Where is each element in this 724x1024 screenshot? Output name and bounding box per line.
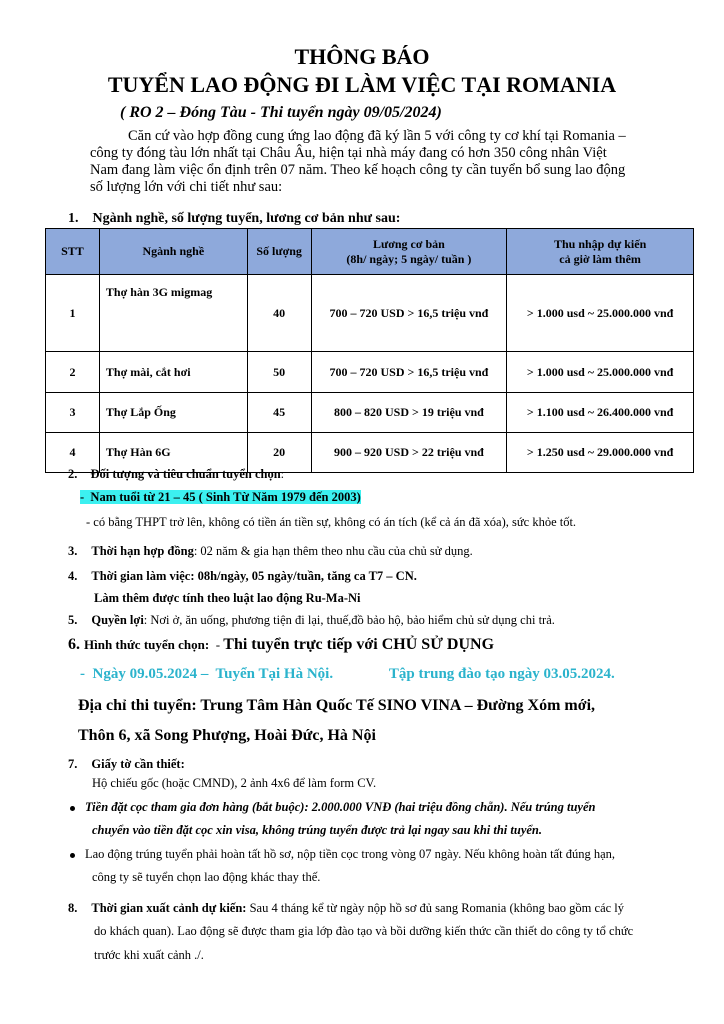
cell-stt: 1 <box>46 275 100 352</box>
intro-line: công ty đóng tàu lớn nhất tại Châu Âu, hiện tại nhà máy đang có hơn 350 công nhân Việt <box>90 145 607 161</box>
section-7-heading <box>68 757 185 772</box>
deposit-item <box>70 796 595 819</box>
section-number: 6. <box>68 636 80 653</box>
training-date: Tập trung đào tạo ngày 03.05.2024. <box>388 666 615 682</box>
cell-qty: 45 <box>247 393 311 433</box>
section-5 <box>68 613 555 628</box>
bullet-icon <box>70 853 75 858</box>
cell-salary: 700 – 720 USD > 16,5 triệu vnđ <box>311 275 507 352</box>
document-item: Hộ chiếu gốc (hoặc CMND), 2 ảnh 4x6 để làm form CV. <box>92 776 377 790</box>
header-stt: STT <box>46 229 100 275</box>
header-job: Ngành nghề <box>99 229 247 275</box>
exam-date-line <box>80 666 615 683</box>
requirement-education: - có bằng THPT trở lên, không có tiền án tiền sự, không có án tích (kể cả án đã xóa), sức khỏe tốt. <box>86 515 577 529</box>
section-1-heading: 1. Ngành nghề, số lượng tuyển, lương cơ bản như sau: <box>68 211 401 226</box>
cell-income: > 1.250 usd ~ 29.000.000 vnđ <box>507 433 694 473</box>
cell-income: > 1.000 usd ~ 25.000.000 vnđ <box>507 275 694 352</box>
cell-job: Thợ Hàn 6G <box>99 433 247 473</box>
cell-job: Thợ hàn 3G migmag <box>99 275 247 352</box>
section-4 <box>68 569 417 584</box>
cell-job: Thợ Lắp Ống <box>99 393 247 433</box>
cell-income: > 1.100 usd ~ 26.400.000 vnđ <box>507 393 694 433</box>
deposit-text-line2: chuyển vào tiền đặt cọc xin visa, không trúng tuyển được trả lại ngay sau khi thi tuyển. <box>92 823 543 837</box>
section-6 <box>68 636 494 654</box>
intro-line: số lượng lớn với chi tiết như sau: <box>90 179 283 195</box>
section-text: Sau 4 tháng kể từ ngày nộp hồ sơ đủ sang Romania (không bao gồm các lý <box>246 901 625 915</box>
completion-text-line1: Lao động trúng tuyển phải hoàn tất hồ sơ, nộp tiền cọc trong vòng 07 ngày. Nếu không hoàn tất đúng hạn, <box>85 847 616 861</box>
section-dash: - <box>209 637 224 652</box>
cell-stt: 2 <box>46 352 100 393</box>
section-8-line3: trước khi xuất cảnh ./. <box>94 948 204 962</box>
header-income-line1: Thu nhập dự kiến <box>553 236 647 251</box>
section-text: : 02 năm & gia hạn thêm theo nhu cầu của chủ sử dụng. <box>193 544 473 558</box>
highlighted-age-requirement: - Nam tuổi từ 21 – 45 ( Sinh Từ Năm 1979 đến 2003) <box>80 490 361 504</box>
cell-job: Thợ mài, cắt hơi <box>99 352 247 393</box>
cell-salary: 800 – 820 USD > 19 triệu vnđ <box>311 393 507 433</box>
document-subtitle: ( RO 2 – Đóng Tàu - Thi tuyển ngày 09/05/2024) <box>120 104 442 121</box>
table-row <box>46 275 694 352</box>
section-text: : Nơi ở, ăn uống, phương tiện đi lại, thuế,đồ bảo hộ, bảo hiểm chủ sử dụng chi trả. <box>143 613 555 627</box>
document-title: THÔNG BÁO <box>294 44 430 69</box>
cell-stt: 3 <box>46 393 100 433</box>
section-label: Quyền lợi <box>91 613 144 627</box>
cell-salary: 700 – 720 USD > 16,5 triệu vnđ <box>311 352 507 393</box>
section-3 <box>68 544 473 559</box>
section-8 <box>68 897 624 920</box>
section-number: 4. <box>68 569 78 583</box>
cell-qty: 20 <box>247 433 311 473</box>
cell-qty: 50 <box>247 352 311 393</box>
table-row <box>46 393 694 433</box>
header-salary-line2: (8h/ ngày; 5 ngày/ tuần ) <box>346 251 472 266</box>
intro-line: Nam đang làm việc ổn định trên 07 năm. Theo kế hoạch công ty cần tuyển bổ sung lao động <box>90 162 626 178</box>
document-heading: TUYỂN LAO ĐỘNG ĐI LÀM VIỆC TẠI ROMANIA <box>107 72 617 97</box>
header-income <box>507 229 694 275</box>
completion-text-line2: công ty sẽ tuyển chọn lao động khác thay thế. <box>92 870 321 884</box>
section-label: Thời hạn hợp đồng <box>91 544 194 558</box>
bullet-icon <box>70 806 75 811</box>
section-label: Thời gian xuất cảnh dự kiến: <box>91 901 247 915</box>
exam-date: - Ngày 09.05.2024 – Tuyển Tại Hà Nội. <box>80 666 334 682</box>
section-label: Hình thức tuyển chọn: <box>84 637 210 652</box>
section-number: 3. <box>68 544 78 558</box>
section-8-line2: do khách quan). Lao động sẽ được tham gia lớp đào tạo và bồi dưỡng kiến thức cần thiết do công ty tổ chức <box>94 924 634 938</box>
table-header-row <box>46 229 694 275</box>
section-number: 7. <box>68 757 78 771</box>
section-label: Thời gian làm việc: 08h/ngày, 05 ngày/tuần, tăng ca T7 – CN. <box>91 569 417 583</box>
section-number: 5. <box>68 613 78 627</box>
completion-item <box>70 843 615 866</box>
section-label: Giấy tờ cần thiết: <box>91 757 185 771</box>
cell-stt: 4 <box>46 433 100 473</box>
cell-income: > 1.000 usd ~ 25.000.000 vnđ <box>507 352 694 393</box>
exam-address-line2: Thôn 6, xã Song Phượng, Hoài Đức, Hà Nội <box>78 727 376 744</box>
cell-qty: 40 <box>247 275 311 352</box>
intro-line: Căn cứ vào hợp đồng cung ứng lao động đã ký lần 5 với công ty cơ khí tại Romania – <box>128 128 626 144</box>
section-number: 2. <box>68 467 78 481</box>
table-row <box>46 352 694 393</box>
section-colon: : <box>280 467 285 481</box>
exam-address-line1: Địa chỉ thi tuyển: Trung Tâm Hàn Quốc Tế SINO VINA – Đường Xóm mới, <box>78 697 596 714</box>
section-number: 8. <box>68 901 78 915</box>
intro-paragraph <box>90 128 660 196</box>
requirement-age <box>80 490 361 505</box>
section-label: Đối tượng và tiêu chuẩn tuyển chọn <box>90 467 281 481</box>
header-qty: Số lượng <box>247 229 311 275</box>
cell-salary: 900 – 920 USD > 22 triệu vnđ <box>311 433 507 473</box>
jobs-table <box>45 228 694 473</box>
header-salary-line1: Lương cơ bản <box>373 236 445 251</box>
selection-method: Thi tuyển trực tiếp với CHỦ SỬ DỤNG <box>223 636 495 653</box>
header-salary <box>311 229 507 275</box>
header-income-line2: cả giờ làm thêm <box>559 251 641 266</box>
section-4-overtime: Làm thêm được tính theo luật lao động Ru-Ma-Ni <box>94 591 361 605</box>
section-2-heading <box>68 467 284 482</box>
deposit-text-line1: Tiền đặt cọc tham gia đơn hàng (bắt buộc): 2.000.000 VNĐ (hai triệu đồng chẵn). Nếu trúng tuyển <box>85 800 596 814</box>
